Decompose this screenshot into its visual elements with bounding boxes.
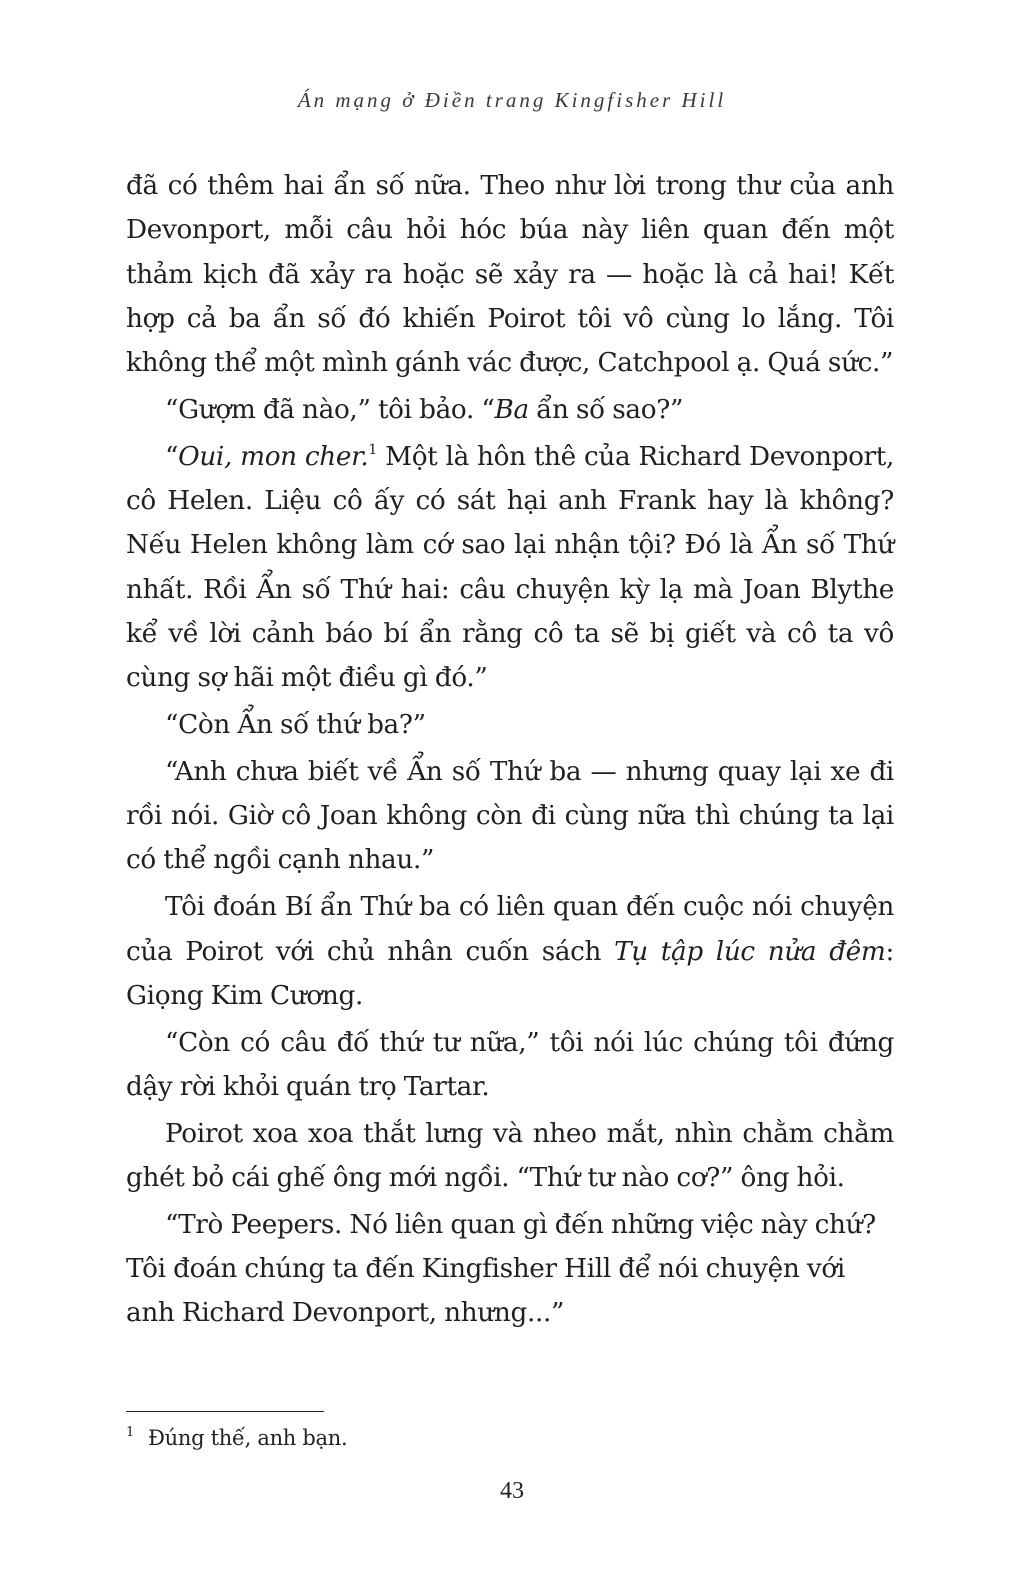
paragraph-text: “ [165, 441, 179, 472]
paragraph-text: Một là hôn thê của Richard Devonport, cô Helen. Liệu cô ấy có sát hại anh Frank hay là không? Nếu Helen không làm cớ sao lại nhận tội? Đó là Ẩn số Thứ nhất. Rồi Ẩn số Thứ hai: câu chuyện kỳ lạ mà Joan Blythe kể về lời cảnh báo bí ẩn rằng cô ta sẽ bị giết và cô ta vô cùng sợ hãi một điều gì đó.” [126, 441, 894, 694]
paragraph [126, 435, 894, 701]
body-text [126, 164, 894, 1336]
footnote: 1 Đúng thế, anh bạn. [126, 1425, 348, 1450]
paragraph-text: : Giọng Kim Cương. [126, 936, 894, 1011]
paragraph-text: “Gượm đã nào,” tôi bảo. “ [165, 394, 495, 425]
footnote-reference: 1 [368, 441, 377, 458]
italic-emphasis: Ba [494, 394, 529, 425]
paragraph-text: Tôi đoán Bí ẩn Thứ ba có liên quan đến cuộc nói chuyện của Poirot với chủ nhân cuốn sách [126, 892, 894, 967]
footnote-divider [126, 1411, 324, 1412]
paragraph: “Trò Peepers. Nó liên quan gì đến những việc này chứ? Tôi đoán chúng ta đến Kingfisher Hill để nói chuyện với anh Richard Devonport, nhưng...” [126, 1209, 876, 1329]
paragraph-text: ẩn số sao?” [528, 394, 684, 425]
paragraph: “Còn Ẩn số thứ ba?” [165, 710, 426, 741]
running-head: Án mạng ở Điền trang Kingfisher Hill [297, 88, 727, 112]
paragraph: “Còn có câu đố thứ tư nữa,” tôi nói lúc chúng tôi đứng dậy rời khỏi quán trọ Tartar. [126, 1027, 894, 1102]
paragraph: “Anh chưa biết về Ẩn số Thứ ba — nhưng quay lại xe đi rồi nói. Giờ cô Joan không còn đi cùng nữa thì chúng ta lại có thể ngồi cạnh nhau.” [126, 756, 894, 876]
paragraph [126, 388, 894, 432]
paragraph: đã có thêm hai ẩn số nữa. Theo như lời trong thư của anh Devonport, mỗi câu hỏi hóc búa này liên quan đến một thảm kịch đã xảy ra hoặc sẽ xảy ra — hoặc là cả hai! Kết hợp cả ba ẩn số đó khiến Poirot tôi vô cùng lo lắng. Tôi không thể một mình gánh vác được, Catchpool ạ. Quá sức.” [126, 171, 894, 379]
paragraph [126, 885, 894, 1018]
footnote-text: Đúng thế, anh bạn. [148, 1426, 348, 1450]
italic-foreign-phrase: Oui, mon cher. [178, 441, 369, 472]
paragraph: Poirot xoa xoa thắt lưng và nheo mắt, nhìn chằm chằm ghét bỏ cái ghế ông mới ngồi. “Thứ tư nào cơ?” ông hỏi. [126, 1118, 894, 1194]
italic-book-title: Tụ tập lúc nửa đêm [614, 936, 886, 967]
page-number: 43 [500, 1478, 524, 1504]
